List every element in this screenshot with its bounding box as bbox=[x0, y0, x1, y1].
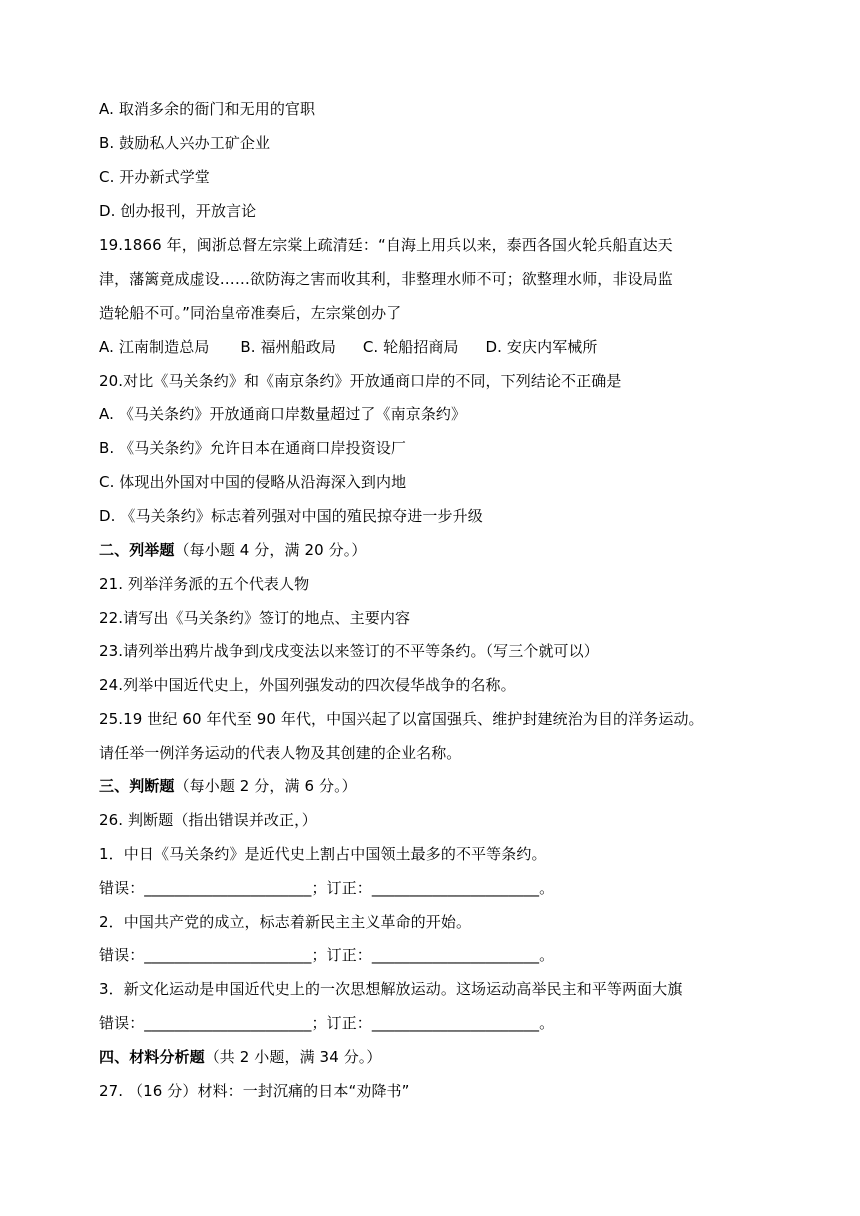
section-3-heading bbox=[99, 775, 779, 797]
section-4-title: 四、材料分析题 bbox=[99, 1048, 205, 1066]
section-2-note: （每小题 4 分，满 20 分。） bbox=[174, 541, 367, 559]
q18-option-b: B. 鼓励私人兴办工矿企业 bbox=[99, 134, 271, 152]
judge-item-1: 1．中日《马关条约》是近代史上割占中国领土最多的不平等条约。 bbox=[99, 845, 547, 863]
section-2-title: 二、列举题 bbox=[99, 541, 175, 559]
q19-stem-line2: 津，藩篱竟成虚设……欲防海之害而收其利，非整理水师不可；欲整理水师，非设局监 bbox=[99, 270, 673, 288]
judge-item-2-fill: 错误：______________________；订正：______________________。 bbox=[99, 946, 555, 964]
q19-option-d: D. 安庆内军械所 bbox=[485, 338, 598, 356]
q18-option-a: A. 取消多余的衙门和无用的官职 bbox=[99, 100, 316, 118]
q26: 26. 判断题（指出错误并改正，） bbox=[99, 811, 317, 829]
q25-line1: 25.19 世纪 60 年代至 90 年代，中国兴起了以富国强兵、维护封建统治为目的洋务运动。 bbox=[99, 710, 704, 728]
section-3-title: 三、判断题 bbox=[99, 777, 175, 795]
q20-option-b: B. 《马关条约》允许日本在通商口岸投资设厂 bbox=[99, 439, 407, 457]
judge-item-2: 2．中国共产党的成立，标志着新民主主义革命的开始。 bbox=[99, 913, 472, 931]
section-3-note: （每小题 2 分，满 6 分。） bbox=[174, 777, 357, 795]
q19-options bbox=[99, 336, 779, 358]
q20-option-d: D. 《马关条约》标志着列强对中国的殖民掠夺进一步升级 bbox=[99, 507, 483, 525]
q23: 23.请列举出鸦片战争到戊戌变法以来签订的不平等条约。（写三个就可以） bbox=[99, 642, 599, 660]
q18-option-d: D. 创办报刊，开放言论 bbox=[99, 202, 257, 220]
q19-option-c: C. 轮船招商局 bbox=[362, 338, 459, 356]
q19-option-a: A. 江南制造总局 bbox=[99, 338, 210, 356]
q19-stem-line1: 19.1866 年，闽浙总督左宗棠上疏清廷：“自海上用兵以来，泰西各国火轮兵船直达天 bbox=[99, 236, 673, 254]
section-4-heading bbox=[99, 1046, 779, 1068]
q24: 24.列举中国近代史上，外国列强发动的四次侵华战争的名称。 bbox=[99, 676, 516, 694]
q18-option-c: C. 开办新式学堂 bbox=[99, 168, 210, 186]
judge-item-3-fill: 错误：______________________；订正：______________________。 bbox=[99, 1014, 555, 1032]
q20-option-a: A. 《马关条约》开放通商口岸数量超过了《南京条约》 bbox=[99, 405, 467, 423]
q19-stem-line3: 造轮船不可。”同治皇帝准奏后，左宗棠创办了 bbox=[99, 304, 402, 322]
q25-line2: 请任举一例洋务运动的代表人物及其创建的企业名称。 bbox=[99, 744, 462, 762]
section-2-heading bbox=[99, 539, 779, 561]
judge-item-3: 3．新文化运动是申国近代史上的一次思想解放运动。这场运动高举民主和平等两面大旗 bbox=[99, 980, 683, 998]
q19-option-b: B. 福州船政局 bbox=[240, 338, 336, 356]
section-4-note: （共 2 小题，满 34 分。） bbox=[204, 1048, 382, 1066]
q20-stem: 20.对比《马关条约》和《南京条约》开放通商口岸的不同，下列结论不正确是 bbox=[99, 372, 622, 390]
q22: 22.请写出《马关条约》签订的地点、主要内容 bbox=[99, 609, 411, 627]
q20-option-c: C. 体现出外国对中国的侵略从沿海深入到内地 bbox=[99, 473, 407, 491]
judge-item-1-fill: 错误：______________________；订正：______________________。 bbox=[99, 879, 555, 897]
q27: 27. （16 分）材料：一封沉痛的日本“劝降书” bbox=[99, 1082, 410, 1100]
q21: 21. 列举洋务派的五个代表人物 bbox=[99, 575, 310, 593]
